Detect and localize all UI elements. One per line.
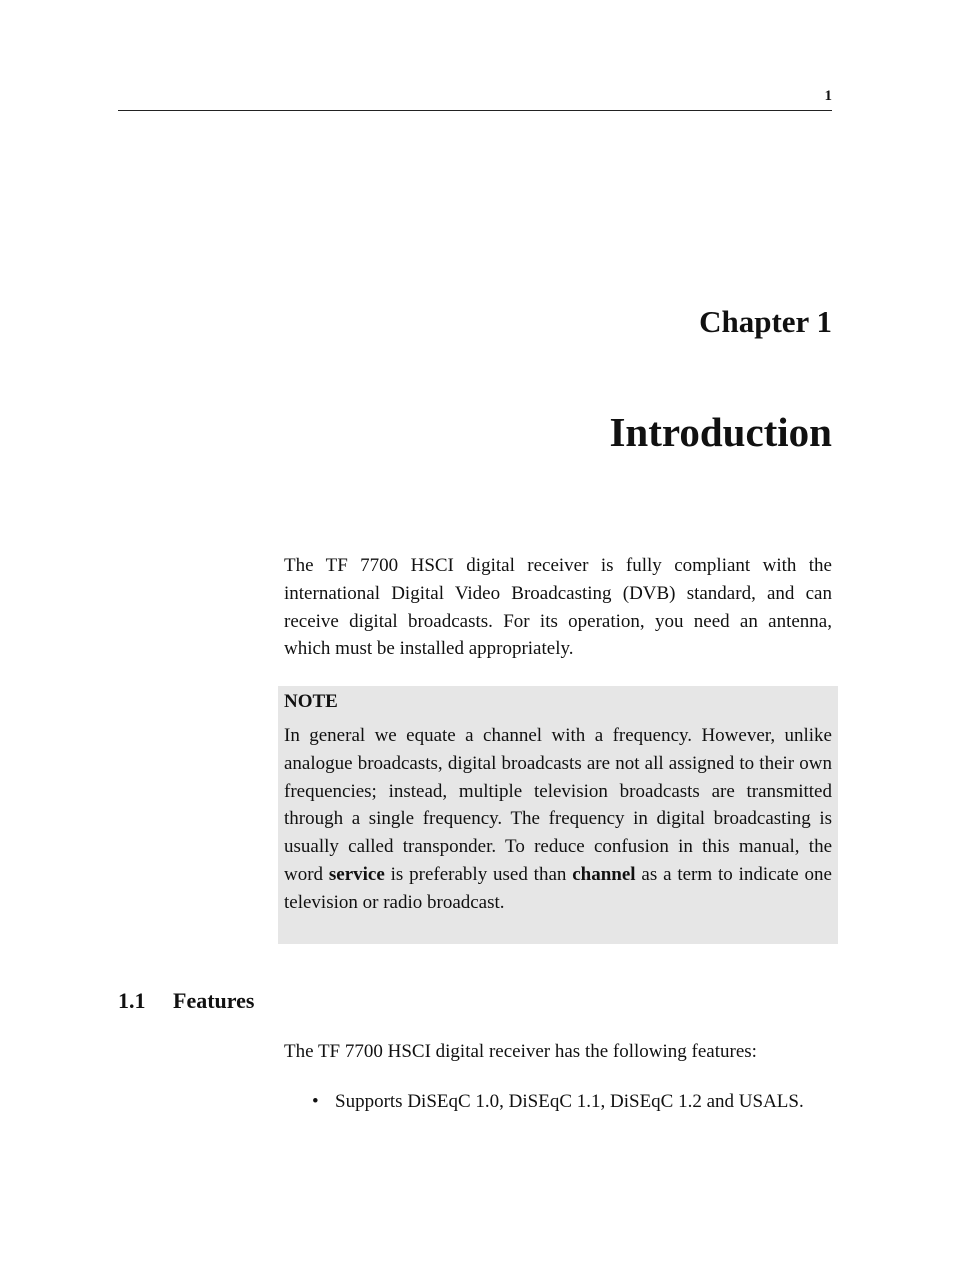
intro-paragraph: The TF 7700 HSCI digital receiver is fully compliant with the international Digital Video Broadcasting (DVB) standard, and can receive digital broadcasts. For its operation, you need an antenna, which must be installed appropriately. [284, 555, 832, 660]
feature-list [312, 1088, 832, 1116]
bullet-icon: • [312, 1091, 319, 1112]
feature-text: Supports DiSEqC 1.0, DiSEqC 1.1, DiSEqC 1.2 and USALS. [335, 1091, 804, 1112]
running-header [118, 86, 832, 111]
section-number: 1.1 [118, 988, 146, 1013]
chapter-title: Introduction [609, 409, 832, 455]
note-term-service: service [328, 863, 385, 885]
note-term-channel: channel [572, 863, 636, 885]
note-text-part-1: In general we equate a channel with a frequency. However, unlike analogue broadcasts, digital broadcasts are not all assigned to their own frequencies; instead, multiple television broadcasts are transmitted through a single frequency. The frequency in digital broadcasting is usually called transponder. To reduce confusion in this manual, the word [284, 725, 832, 885]
features-intro: The TF 7700 HSCI digital receiver has the following features: [284, 1041, 757, 1062]
page-number: 1 [824, 88, 832, 104]
list-item [312, 1088, 832, 1116]
note-heading: NOTE [284, 691, 338, 712]
note-text-part-3: as a term to indicate one television or radio broadcast. [284, 863, 832, 913]
note-body [284, 722, 832, 917]
chapter-label: Chapter 1 [699, 304, 832, 339]
section-title: Features [173, 988, 255, 1013]
note-box [278, 686, 838, 944]
note-text-part-2: is preferably used than [384, 863, 573, 885]
section-heading [118, 988, 254, 1014]
